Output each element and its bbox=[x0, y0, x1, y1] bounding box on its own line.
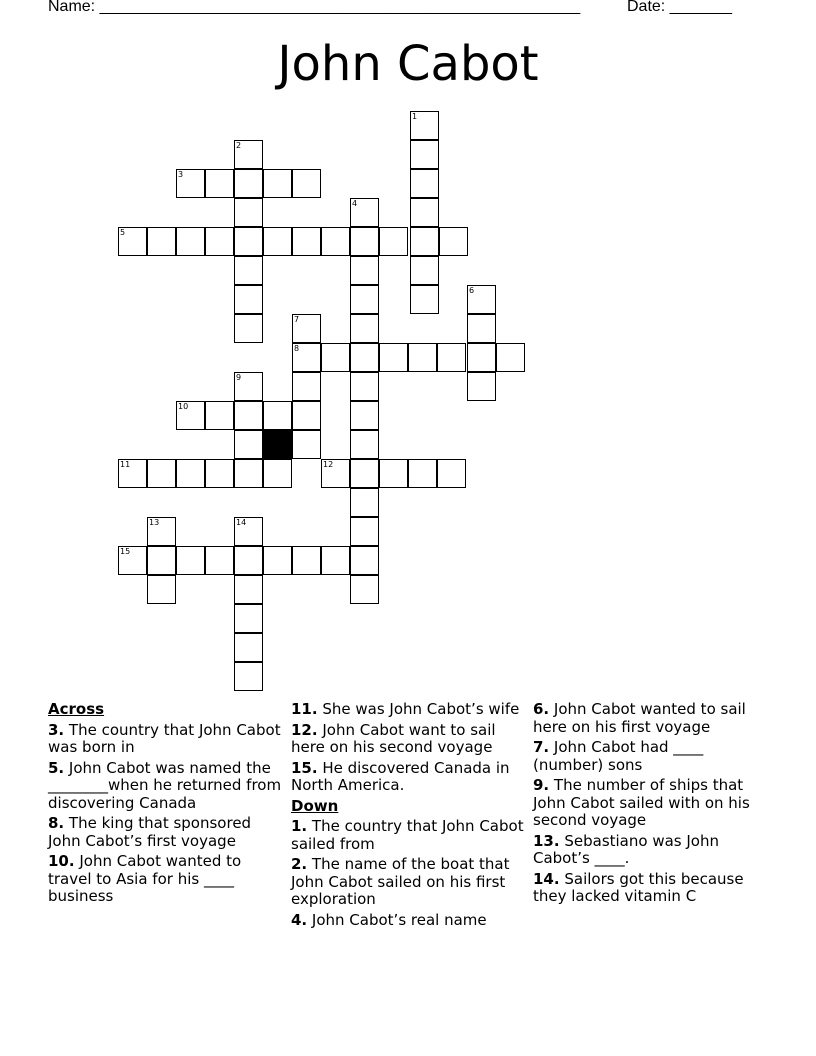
grid-cell bbox=[437, 343, 466, 372]
name-field: Name: ______________________________________________________ bbox=[48, 0, 581, 15]
clue-across-3: 3. The country that John Cabot was born in bbox=[48, 720, 281, 756]
grid-cell bbox=[176, 546, 205, 575]
cell-number: 9 bbox=[236, 373, 242, 382]
numbered-cell-6 bbox=[467, 285, 496, 314]
grid-cell bbox=[205, 169, 234, 198]
clues-column-1 bbox=[48, 701, 283, 909]
grid-cell bbox=[263, 227, 292, 256]
grid-cell bbox=[467, 314, 496, 343]
grid-cell bbox=[321, 546, 350, 575]
grid-cell bbox=[437, 459, 466, 488]
grid-cell bbox=[379, 459, 408, 488]
numbered-cell-13 bbox=[147, 517, 176, 546]
grid-cell bbox=[408, 459, 437, 488]
grid-cell bbox=[292, 546, 321, 575]
numbered-cell-9 bbox=[234, 372, 263, 401]
clues-column-3 bbox=[533, 701, 768, 909]
grid-cell bbox=[263, 546, 292, 575]
cell-number: 4 bbox=[352, 199, 358, 208]
grid-cell bbox=[234, 633, 263, 662]
grid-cell bbox=[234, 198, 263, 227]
grid-cell bbox=[292, 227, 321, 256]
grid-cell bbox=[234, 575, 263, 604]
grid-cell bbox=[234, 169, 263, 198]
grid-cell bbox=[263, 401, 292, 430]
grid-cell bbox=[350, 285, 379, 314]
across-heading: Across bbox=[48, 700, 105, 718]
cell-number: 13 bbox=[149, 518, 160, 527]
grid-cell bbox=[410, 198, 439, 227]
grid-cell bbox=[263, 169, 292, 198]
grid-cell bbox=[350, 401, 379, 430]
numbered-cell-12 bbox=[321, 459, 350, 488]
grid-cell bbox=[234, 546, 263, 575]
grid-cell bbox=[205, 227, 234, 256]
numbered-cell-8 bbox=[292, 343, 321, 372]
grid-cell bbox=[350, 343, 379, 372]
grid-cell bbox=[379, 343, 408, 372]
grid-cell bbox=[234, 227, 263, 256]
grid-cell bbox=[350, 372, 379, 401]
clue-across-11: 11. She was John Cabot’s wife bbox=[291, 700, 520, 718]
grid-cell bbox=[350, 227, 379, 256]
grid-cell bbox=[292, 372, 321, 401]
clue-across-12: 12. John Cabot want to sail here on his second voyage bbox=[291, 720, 496, 756]
cell-number: 14 bbox=[236, 518, 247, 527]
clue-down-1: 1. The country that John Cabot sailed from bbox=[291, 817, 524, 853]
cell-number: 12 bbox=[323, 460, 334, 469]
grid-cell bbox=[467, 372, 496, 401]
numbered-cell-1 bbox=[410, 111, 439, 140]
grid-cell bbox=[350, 314, 379, 343]
grid-cell bbox=[408, 343, 437, 372]
grid-cell bbox=[379, 227, 408, 256]
grid-cell bbox=[176, 227, 205, 256]
numbered-cell-14 bbox=[234, 517, 263, 546]
cell-number: 6 bbox=[469, 286, 475, 295]
grid-cell bbox=[350, 459, 379, 488]
clue-down-6: 6. John Cabot wanted to sail here on his first voyage bbox=[533, 700, 746, 736]
grid-cell bbox=[234, 401, 263, 430]
cell-number: 7 bbox=[294, 315, 300, 324]
grid-cell bbox=[205, 459, 234, 488]
grid-cell bbox=[263, 459, 292, 488]
cell-number: 3 bbox=[178, 170, 184, 179]
grid-cell bbox=[234, 430, 263, 459]
numbered-cell-11 bbox=[118, 459, 147, 488]
grid-cell bbox=[350, 575, 379, 604]
grid-cell bbox=[234, 256, 263, 285]
grid-cell bbox=[292, 430, 321, 459]
grid-cell bbox=[410, 169, 439, 198]
numbered-cell-4 bbox=[350, 198, 379, 227]
grid-cell bbox=[496, 343, 525, 372]
clue-across-10: 10. John Cabot wanted to travel to Asia for his ____ business bbox=[48, 852, 242, 905]
down-heading: Down bbox=[291, 796, 339, 815]
grid-cell bbox=[321, 343, 350, 372]
numbered-cell-3 bbox=[176, 169, 205, 198]
clue-across-8: 8. The king that sponsored John Cabot’s first voyage bbox=[48, 814, 252, 850]
clue-across-5: 5. John Cabot was named the ________when he returned from discovering Canada bbox=[48, 758, 282, 812]
grid-cell bbox=[467, 343, 496, 372]
cell-number: 10 bbox=[178, 402, 189, 411]
grid-cell bbox=[410, 285, 439, 314]
grid-cell bbox=[147, 575, 176, 604]
grid-cell bbox=[321, 227, 350, 256]
grid-cell bbox=[410, 256, 439, 285]
numbered-cell-2 bbox=[234, 140, 263, 169]
grid-cell bbox=[350, 488, 379, 517]
clue-down-13: 13. Sebastiano was John Cabot’s ____. bbox=[533, 831, 719, 867]
cell-number: 11 bbox=[120, 460, 131, 469]
grid-cell bbox=[147, 459, 176, 488]
numbered-cell-10 bbox=[176, 401, 205, 430]
cell-number: 2 bbox=[236, 141, 242, 150]
cell-number: 5 bbox=[120, 228, 126, 237]
grid-cell bbox=[350, 430, 379, 459]
grid-cell bbox=[350, 517, 379, 546]
grid-cell bbox=[292, 401, 321, 430]
clue-down-9: 9. The number of ships that John Cabot sailed with on his second voyage bbox=[533, 776, 750, 829]
numbered-cell-15 bbox=[118, 546, 147, 575]
date-field: Date: _______ bbox=[627, 0, 732, 15]
grid-cell bbox=[147, 227, 176, 256]
grid-cell bbox=[205, 401, 234, 430]
grid-cell bbox=[292, 169, 321, 198]
clue-down-2: 2. The name of the boat that John Cabot sailed on his first exploration bbox=[291, 855, 510, 908]
black-cell bbox=[263, 430, 292, 459]
grid-cell bbox=[350, 256, 379, 285]
grid-cell bbox=[205, 546, 234, 575]
grid-cell bbox=[439, 227, 468, 256]
cell-number: 8 bbox=[294, 344, 300, 353]
grid-cell bbox=[234, 285, 263, 314]
grid-cell bbox=[234, 459, 263, 488]
clue-down-14: 14. Sailors got this because they lacked vitamin C bbox=[533, 869, 744, 905]
numbered-cell-7 bbox=[292, 314, 321, 343]
grid-cell bbox=[234, 604, 263, 633]
clue-down-7: 7. John Cabot had ____ (number) sons bbox=[533, 738, 704, 774]
cell-number: 1 bbox=[412, 112, 418, 121]
grid-cell bbox=[234, 314, 263, 343]
grid-cell bbox=[410, 140, 439, 169]
cell-number: 15 bbox=[120, 547, 131, 556]
clue-down-4: 4. John Cabot’s real name bbox=[291, 910, 487, 929]
clues-column-2 bbox=[291, 701, 526, 932]
grid-cell bbox=[410, 227, 439, 256]
grid-cell bbox=[350, 546, 379, 575]
page-title: John Cabot bbox=[277, 36, 539, 92]
grid-cell bbox=[234, 662, 263, 691]
clue-across-15: 15. He discovered Canada in North America. bbox=[291, 758, 510, 794]
numbered-cell-5 bbox=[118, 227, 147, 256]
grid-cell bbox=[176, 459, 205, 488]
grid-cell bbox=[147, 546, 176, 575]
